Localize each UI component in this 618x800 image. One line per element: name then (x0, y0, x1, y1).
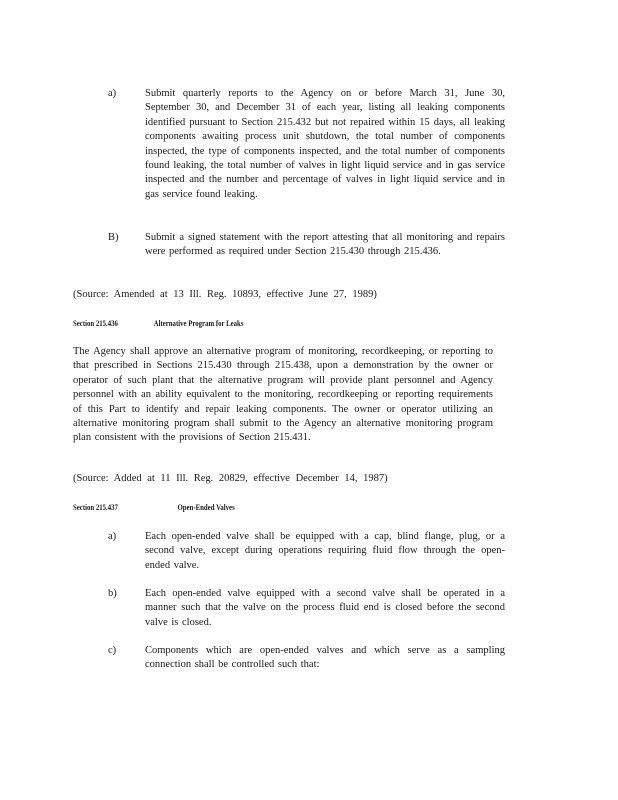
list-item-b-second-valve (108, 587, 508, 630)
list-item-a-quarterly-reports (108, 87, 508, 202)
section-title: Open-Ended Valves (177, 503, 235, 512)
list-marker: b) (108, 588, 117, 599)
list-item-text: Components which are open-ended valves and which serve as a sampling connection shall be controlled such that: (145, 645, 505, 671)
list-marker: B) (108, 232, 119, 243)
list-item-b-signed-statement (108, 231, 508, 260)
list-marker: c) (108, 645, 117, 656)
section-heading-215-436 (73, 319, 243, 329)
section-number: Section 215.437 (73, 503, 118, 512)
source-note-added: (Source: Added at 11 Ill. Reg. 20829, effective December 14, 1987) (73, 473, 388, 484)
list-item-text: Submit quarterly reports to the Agency on or before March 31, June 30, September 30, and December 31 of each year, listing all leaking components identified pursuant to Section 215.432 but not repaired within 15 days, all leaking components awaiting process unit shutdown, the total number of components inspected, the type of components inspected, and the total number of components found leaking, the total number of valves in light liquid service and in gas service inspected and the number and percentage of valves in light liquid service and in gas service found leaking. (145, 88, 505, 200)
source-note-amended: (Source: Amended at 13 Ill. Reg. 10893, effective June 27, 1989) (73, 289, 377, 300)
section-number: Section 215.436 (73, 319, 118, 328)
section-215-436-paragraph: The Agency shall approve an alternative program of monitoring, recordkeeping, or reporting to that prescribed in Sections 215.430 through 215.438, upon a demonstration by the owner or operator of such plant that the alternative program will provide plant personnel and Agency personnel with an ability equivalent to the monitoring, recordkeeping or reporting requirements of this Part to identify and repair leaking components. The owner or operator utilizing an alternative monitoring program shall submit to the Agency an alternative monitoring program plan consistent with the provisions of Section 215.431. (73, 346, 493, 444)
section-title: Alternative Program for Leaks (153, 319, 244, 328)
list-marker: a) (108, 531, 117, 542)
list-item-c-sampling-connection (108, 644, 508, 673)
list-item-text: Each open-ended valve shall be equipped with a cap, blind flange, plug, or a second valve, except during operations requiring fluid flow through the open-ended valve. (145, 531, 505, 571)
list-item-text: Each open-ended valve equipped with a second valve shall be operated in a manner such that the valve on the process fluid end is closed before the second valve is closed. (145, 588, 505, 628)
list-marker: a) (108, 88, 117, 99)
section-heading-215-437 (73, 503, 235, 513)
list-item-text: Submit a signed statement with the report attesting that all monitoring and repairs were performed as required under Section 215.430 through 215.436. (145, 232, 505, 258)
list-item-a-open-ended-valve-cap (108, 530, 508, 573)
